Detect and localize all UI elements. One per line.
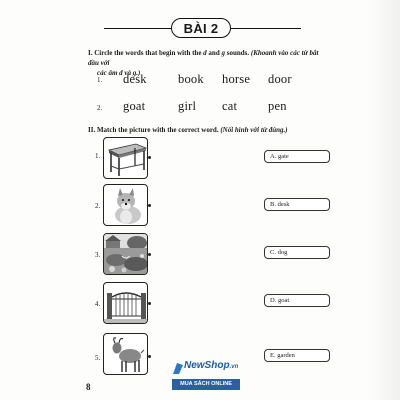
word-option[interactable]: goat <box>123 99 146 113</box>
answer-option-desk[interactable]: B. desk <box>264 198 330 211</box>
page-edge-shadow <box>370 0 400 400</box>
answer-option-garden[interactable]: E. garden <box>264 349 330 362</box>
word-option[interactable]: book <box>178 72 204 86</box>
goat-picture-icon <box>103 333 148 375</box>
dog-picture-icon <box>103 184 148 226</box>
match-dot[interactable] <box>148 156 151 159</box>
row-number: 1. <box>97 76 103 84</box>
match-dot[interactable] <box>148 302 151 305</box>
sound-g: g <box>221 49 225 57</box>
title-rule-left <box>104 28 171 29</box>
match-dot[interactable] <box>148 204 151 207</box>
instruction-vietnamese-2: các âm d và g.) <box>97 69 141 77</box>
match-dot[interactable] <box>148 253 151 256</box>
word-option[interactable]: door <box>268 72 292 86</box>
instruction-text: II. Match the picture with the correct word. <box>88 126 221 134</box>
lesson-title: BÀI 2 <box>171 18 231 38</box>
logo-domain: .vn <box>229 364 239 370</box>
picture-number: 2. <box>95 202 101 210</box>
word-option[interactable]: pen <box>268 99 287 113</box>
logo-brand <box>184 360 238 371</box>
gate-picture-icon <box>103 282 148 324</box>
instruction-vietnamese-1: (Khoanh vào các từ bắt đầu với <box>88 49 319 67</box>
instruction-sounds: sounds. <box>224 49 251 57</box>
title-rule-right <box>231 28 301 29</box>
instruction-and: and <box>206 49 222 57</box>
picture-number: 3. <box>95 251 101 259</box>
picture-number: 1. <box>95 152 101 160</box>
word-option[interactable]: cat <box>222 99 238 113</box>
logo-mark-icon <box>172 361 184 375</box>
instruction-text: I. Circle the words that begin with the <box>88 49 204 57</box>
answer-option-goat[interactable]: D. goat <box>264 294 330 307</box>
sound-d: d <box>203 49 207 57</box>
instruction-vietnamese: (Nối hình với từ đúng.) <box>220 126 288 134</box>
word-option[interactable]: desk <box>123 72 147 86</box>
word-option[interactable]: girl <box>178 99 197 113</box>
picture-number: 5. <box>95 354 101 362</box>
answer-option-dog[interactable]: C. dog <box>264 246 330 259</box>
answer-option-gate[interactable]: A. gate <box>264 150 330 163</box>
match-dot[interactable] <box>148 355 151 358</box>
desk-picture-icon <box>103 137 148 179</box>
page-number: 8 <box>86 382 91 392</box>
picture-number: 4. <box>95 300 101 308</box>
section-2-instruction <box>88 125 348 135</box>
garden-picture-icon <box>103 233 148 275</box>
row-number: 2. <box>97 104 103 112</box>
newshop-logo <box>172 360 240 394</box>
word-option[interactable]: horse <box>222 72 251 86</box>
logo-brand-name: NewShop <box>184 360 230 371</box>
logo-tagline: MUA SÁCH ONLINE <box>172 379 240 390</box>
